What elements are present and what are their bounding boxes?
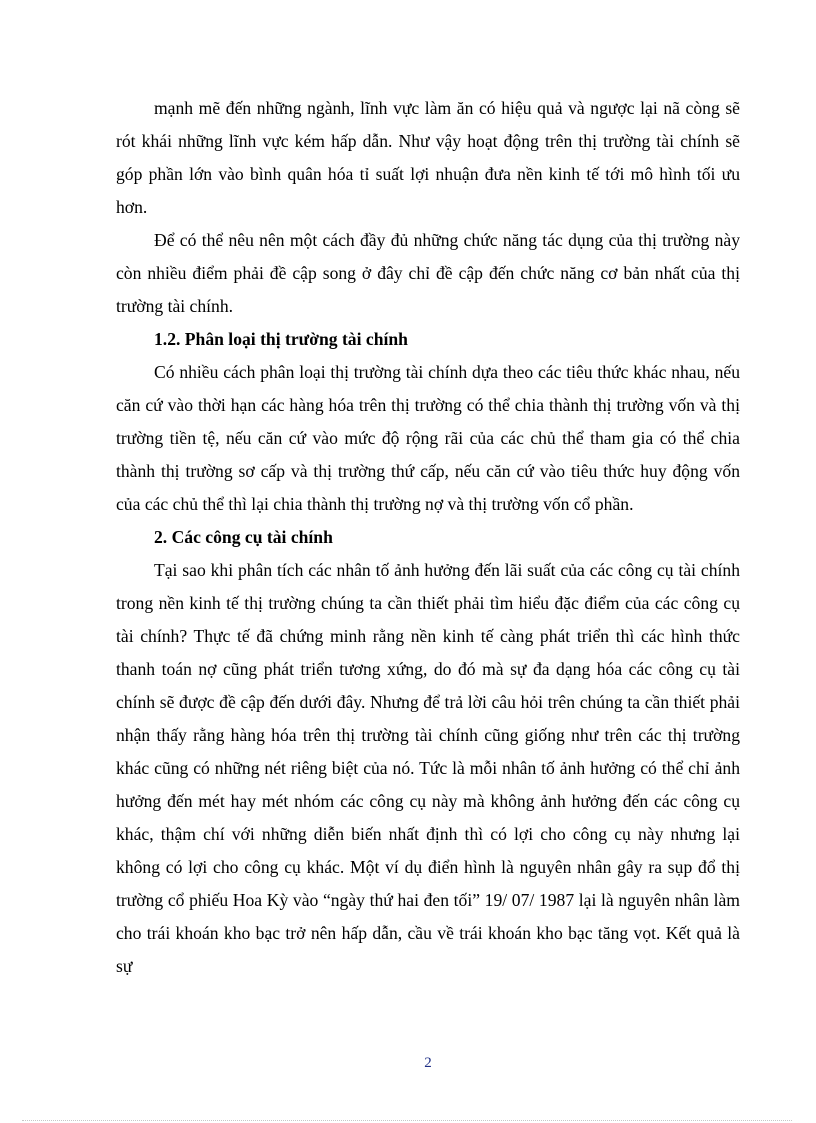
page-bottom-divider — [22, 1120, 792, 1121]
section-heading-1-2: 1.2. Phân loại thị trường tài chính — [154, 329, 408, 349]
document-body — [116, 92, 740, 983]
body-paragraph: Có nhiều cách phân loại thị trường tài chính dựa theo các tiêu thức khác nhau, nếu căn cứ vào thời hạn các hàng hóa trên thị trường có thể chia thành thị trường vốn và thị trường tiền tệ, nếu căn cứ vào mức độ rộng rãi của các chủ thể tham gia có thể chia thành thị trường sơ cấp và thị trường thứ cấp, nếu căn cứ vào tiêu thức huy động vốn của các chủ thể thì lại chia thành thị trường nợ và thị trường vốn cổ phần. — [116, 362, 740, 514]
section-heading-2: 2. Các công cụ tài chính — [154, 527, 333, 547]
body-paragraph: mạnh mẽ đến những ngành, lĩnh vực làm ăn có hiệu quả và ngược lại nã còng sẽ rót khái những lĩnh vực kém hấp dẫn. Như vậy hoạt động trên thị trường tài chính sẽ góp phần lớn vào bình quân hóa tỉ suất lợi nhuận đưa nền kinh tế tới mô hình tối ưu hơn. — [116, 98, 740, 217]
body-paragraph: Để có thể nêu nên một cách đầy đủ những chức năng tác dụng của thị trường này còn nhiều điểm phải đề cập song ở đây chỉ đề cập đến chức năng cơ bản nhất của thị trường tài chính. — [116, 230, 740, 316]
body-paragraph: Tại sao khi phân tích các nhân tố ảnh hưởng đến lãi suất của các công cụ tài chính trong nền kinh tế thị trường chúng ta cần thiết phải tìm hiểu đặc điểm của các công cụ tài chính? Thực tế đã chứng minh rằng nền kinh tế càng phát triển thì các hình thức thanh toán nợ cũng phát triển tương xứng, do đó mà sự đa dạng hóa các công cụ tài chính sẽ được đề cập đến dưới đây. Nhưng để trả lời câu hỏi trên chúng ta cần thiết phải nhận thấy rằng hàng hóa trên thị trường tài chính cũng giống như trên các thị trường khác cũng có những nét riêng biệt của nó. Tức là mỗi nhân tố ảnh hưởng có thể chỉ ảnh hưởng đến mét hay mét nhóm các công cụ này mà không ảnh hưởng đến các công cụ khác, thậm chí với những diễn biến nhất định thì có lợi cho công cụ này nhưng lại không có lợi cho công cụ khác. Một ví dụ điển hình là nguyên nhân gây ra sụp đổ thị trường cổ phiếu Hoa Kỳ vào “ngày thứ hai đen tối” 19/ 07/ 1987 lại là nguyên nhân làm cho trái khoán kho bạc trở nên hấp dẫn, cầu về trái khoán kho bạc tăng vọt. Kết quả là sự — [116, 560, 740, 976]
page-number: 2 — [424, 1055, 432, 1071]
